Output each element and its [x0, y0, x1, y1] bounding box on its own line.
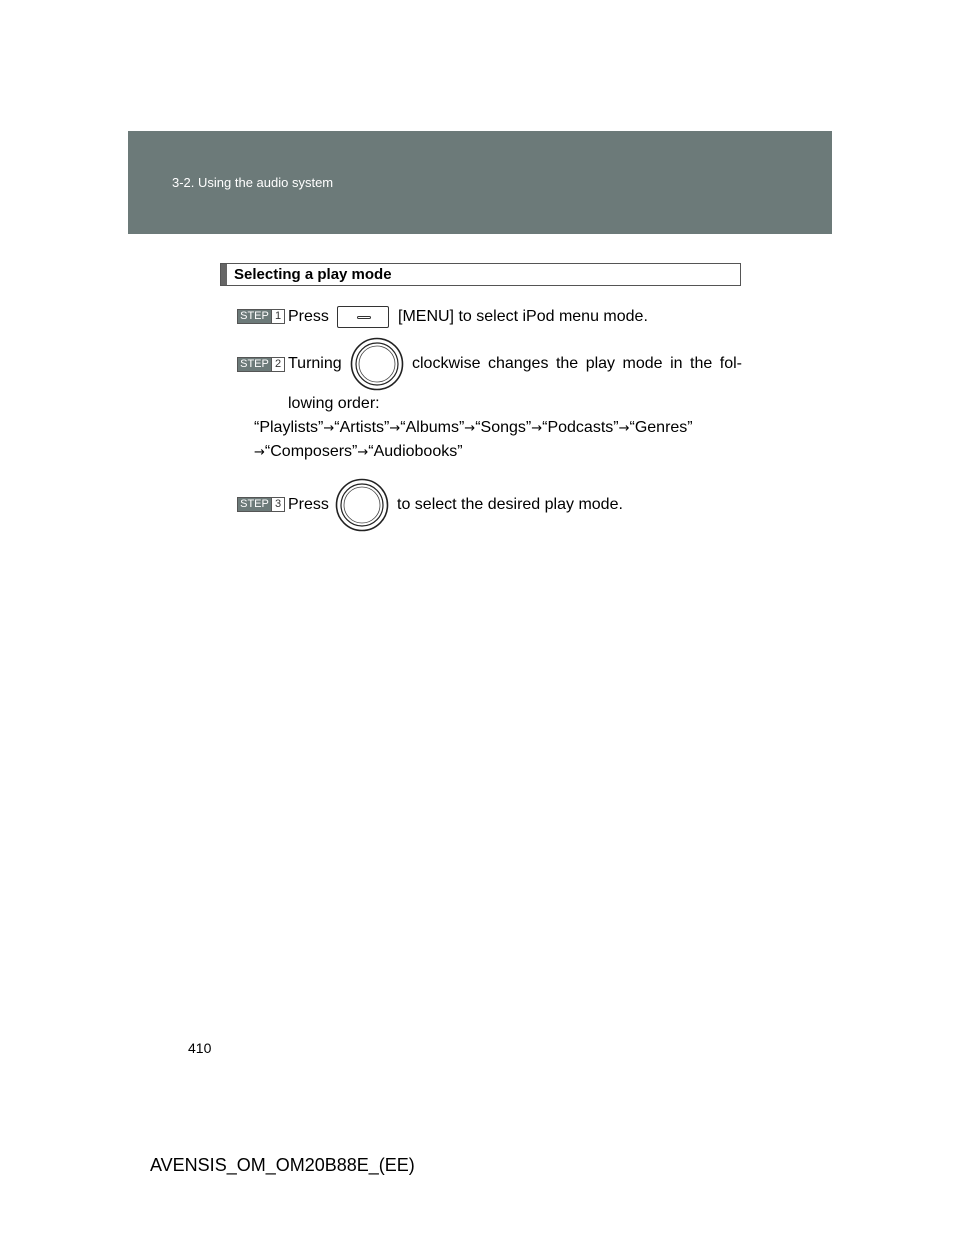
section-label: 3-2. Using the audio system — [172, 175, 334, 190]
mode-songs: “Songs” — [475, 419, 532, 436]
step-2-badge — [237, 357, 285, 372]
step-1-text-after: [MENU] to select iPod menu mode. — [398, 308, 648, 325]
title-accent-bar — [221, 264, 227, 285]
step-number: 1 — [271, 310, 284, 323]
step-3-text-before: Press — [288, 496, 329, 513]
arrow-right-icon: → — [618, 421, 630, 436]
arrow-right-icon: → — [531, 421, 543, 436]
menu-button-mark — [357, 316, 371, 319]
play-mode-order-line-2 — [254, 443, 463, 461]
arrow-right-icon: → — [389, 421, 401, 436]
section-title-box — [220, 263, 741, 286]
mode-albums: “Albums” — [400, 419, 465, 436]
play-mode-order-line-1 — [254, 419, 693, 437]
step-word: STEP — [238, 498, 271, 511]
section-title: Selecting a play mode — [234, 266, 392, 283]
tune-select-knob-icon — [350, 337, 404, 391]
mode-artists: “Artists” — [334, 419, 390, 436]
step-1-text-before: Press — [288, 308, 329, 325]
step-3-text-after: to select the desired play mode. — [397, 496, 623, 513]
arrow-right-icon: → — [464, 421, 476, 436]
mode-composers: “Composers” — [264, 443, 358, 460]
step-1-badge — [237, 309, 285, 324]
step-word: STEP — [238, 310, 271, 323]
mode-podcasts: “Podcasts” — [542, 419, 619, 436]
menu-button-icon — [337, 306, 389, 328]
step-word: STEP — [238, 358, 271, 371]
step-2-text-continuation: lowing order: — [288, 395, 380, 412]
arrow-right-icon: → — [357, 445, 369, 460]
document-code: AVENSIS_OM_OM20B88E_(EE) — [150, 1155, 415, 1175]
step-3-badge — [237, 497, 285, 512]
step-2-text-after: clockwise changes the play mode in the fol- — [412, 355, 742, 372]
mode-playlists: “Playlists” — [254, 419, 324, 436]
step-2-text-before: Turning — [288, 355, 342, 372]
tune-select-knob-icon — [335, 478, 389, 532]
arrow-right-icon: → — [254, 445, 265, 460]
step-number: 3 — [271, 498, 284, 511]
mode-genres: “Genres” — [629, 419, 693, 436]
step-number: 2 — [271, 358, 284, 371]
page-number: 410 — [188, 1040, 212, 1056]
arrow-right-icon: → — [323, 421, 335, 436]
mode-audiobooks: “Audiobooks” — [368, 443, 463, 460]
